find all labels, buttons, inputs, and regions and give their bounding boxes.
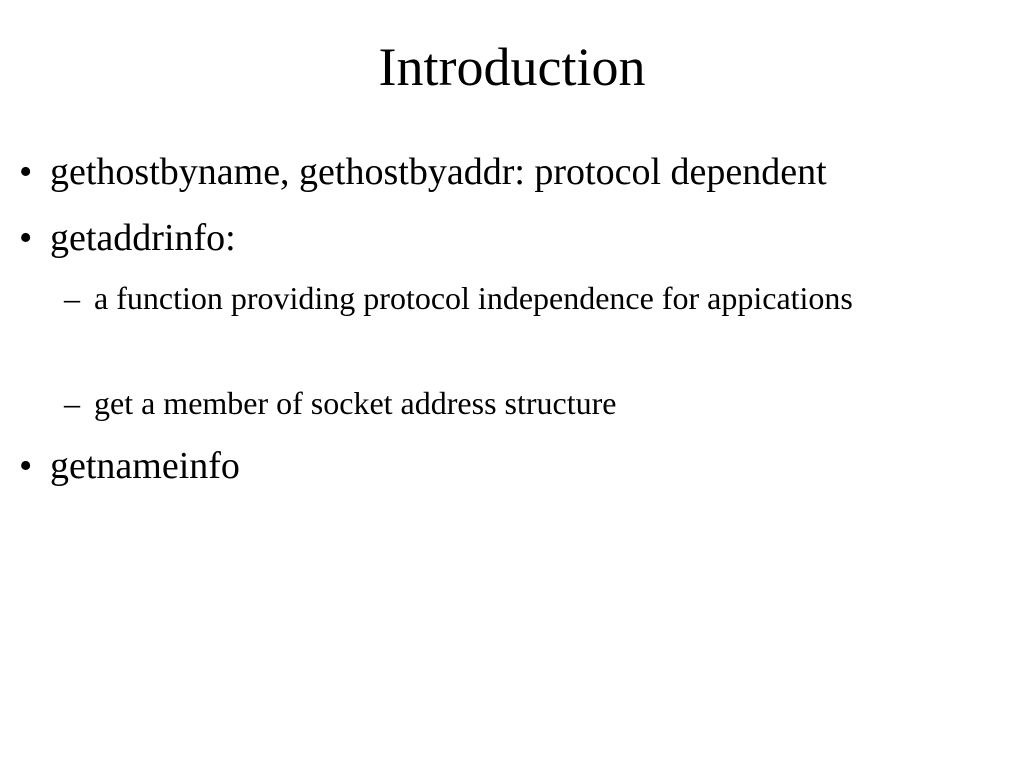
bullet-text: getaddrinfo: xyxy=(50,217,236,259)
bullet-marker: • xyxy=(19,151,33,193)
slide-title: Introduction xyxy=(378,37,646,97)
sub-bullet-item xyxy=(64,275,964,321)
sub-bullet-marker: – xyxy=(64,385,80,421)
sub-bullet-marker: – xyxy=(64,280,80,316)
sub-bullet-text: a function providing protocol independence for appications xyxy=(94,280,853,316)
bullet-marker: • xyxy=(19,445,33,487)
sub-bullet-item xyxy=(64,380,964,426)
bullet-text: gethostbyname, gethostbyaddr: protocol dependent xyxy=(50,151,827,193)
bullet-marker: • xyxy=(19,217,33,259)
bullet-text: getnameinfo xyxy=(50,445,240,487)
sub-bullet-text: get a member of socket address structure xyxy=(94,385,617,421)
